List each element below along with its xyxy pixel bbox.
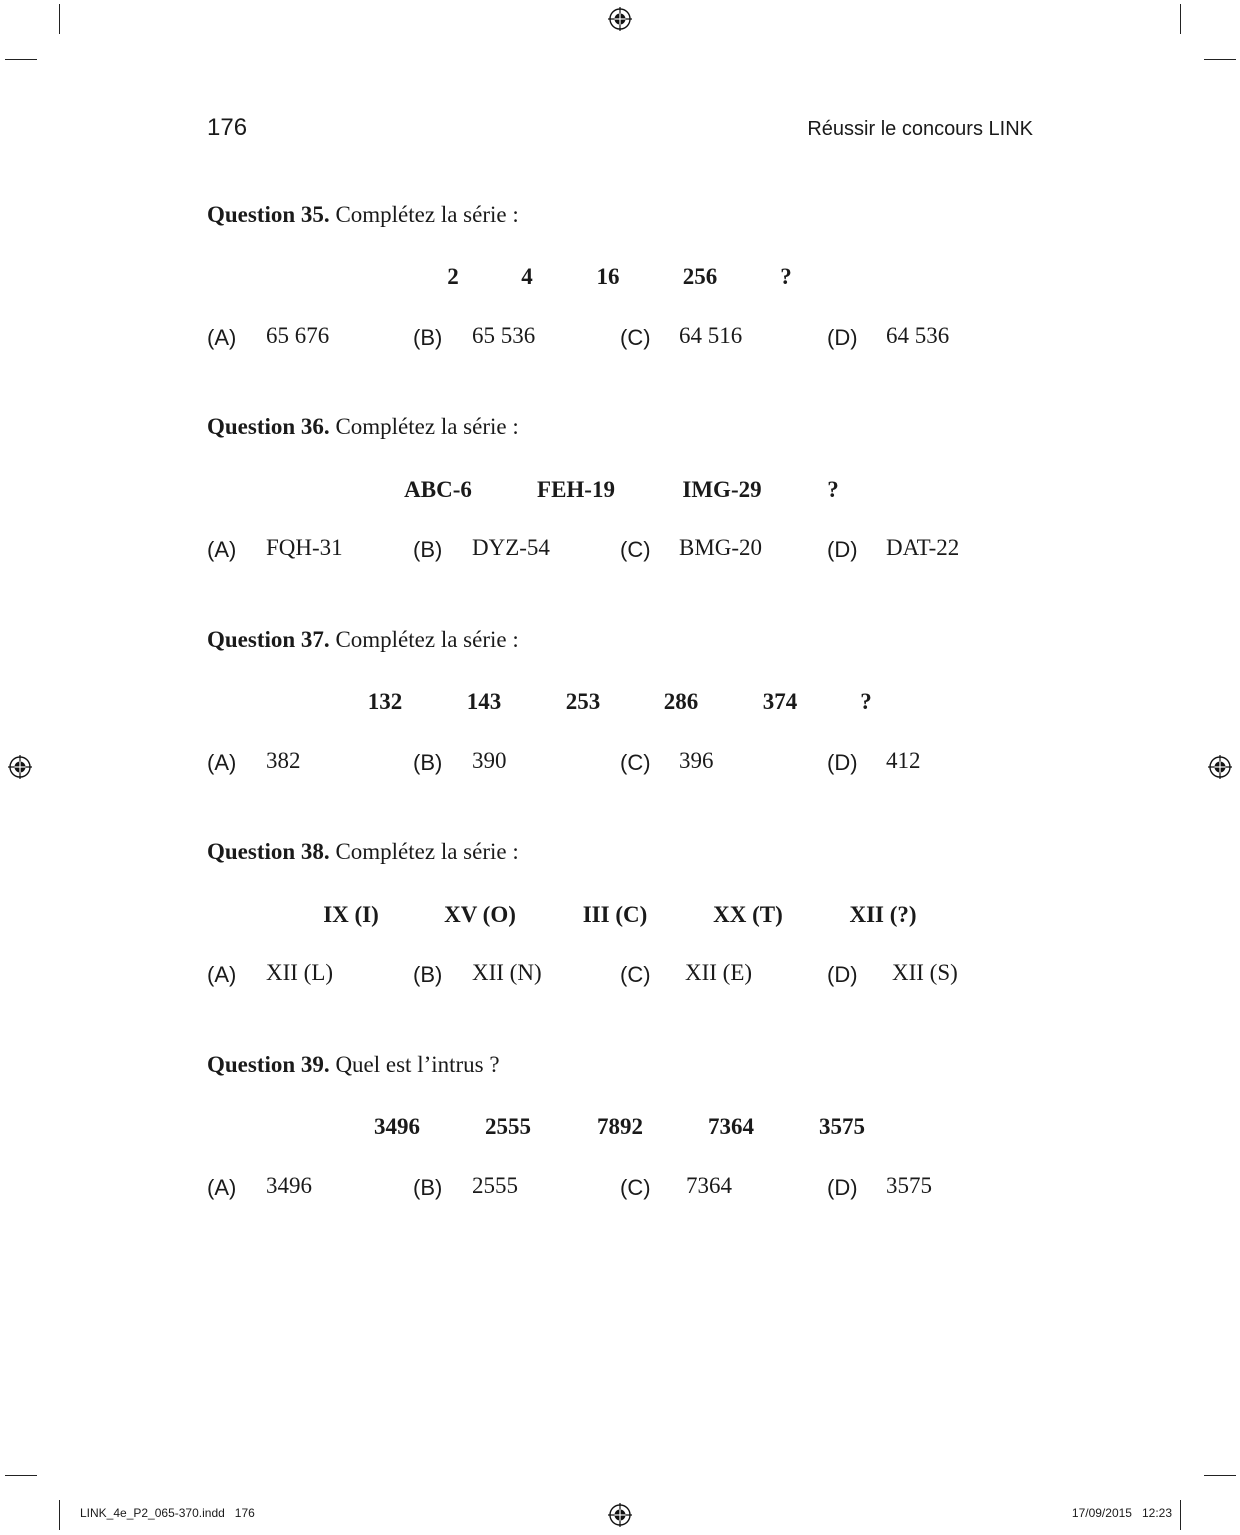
question-prompt: Complétez la série : (335, 839, 519, 864)
crop-mark-top-right (1180, 4, 1181, 34)
option-value-d: 412 (886, 748, 921, 773)
option-value-a: FQH-31 (266, 535, 343, 560)
sequence-term: III (C) (582, 902, 648, 927)
sequence-term: 374 (762, 689, 798, 714)
page-number: 176 (207, 114, 248, 141)
sequence-term: 4 (521, 264, 533, 289)
option-letter-b: (B) (413, 962, 443, 987)
option-letter-c: (C) (620, 962, 651, 987)
option-value-a: XII (L) (266, 960, 334, 985)
option-value-b: 2555 (472, 1173, 518, 1198)
registration-mark-icon (1208, 755, 1232, 779)
sequence-term: ? (780, 264, 792, 289)
option-letter-d: (D) (827, 537, 858, 562)
registration-mark-icon (608, 1503, 632, 1527)
sequence-term: FEH-19 (537, 477, 615, 502)
option-value-d: XII (S) (892, 960, 958, 985)
option-value-a: 382 (266, 748, 301, 773)
registration-mark-icon (608, 7, 632, 31)
question-prompt: Complétez la série : (335, 202, 519, 227)
registration-mark-icon (8, 755, 32, 779)
option-letter-d: (D) (827, 1175, 858, 1200)
sequence-term: IX (I) (323, 902, 379, 927)
option-value-c: XII (E) (685, 960, 753, 985)
question-35-title (207, 202, 519, 228)
option-letter-c: (C) (620, 325, 651, 350)
option-value-d: 64 536 (886, 323, 950, 348)
option-value-b: 65 536 (472, 323, 536, 348)
option-letter-a: (A) (207, 1175, 237, 1200)
sequence-term: 2 (447, 264, 459, 289)
sequence-term: 3575 (819, 1114, 865, 1139)
option-letter-a: (A) (207, 962, 237, 987)
option-value-c: 64 516 (679, 323, 743, 348)
sequence-term: IMG-29 (682, 477, 762, 502)
option-value-b: XII (N) (472, 960, 542, 985)
footer-timestamp: 17/09/2015 12:23 (1071, 1506, 1172, 1520)
question-37-title (207, 627, 519, 653)
option-value-b: 390 (472, 748, 507, 773)
crop-mark-right-top (1204, 59, 1236, 60)
option-letter-a: (A) (207, 750, 237, 775)
sequence-term: XII (?) (849, 902, 917, 927)
question-label: Question 36. (207, 414, 330, 439)
question-prompt: Complétez la série : (335, 627, 519, 652)
sequence-term: 7892 (597, 1114, 643, 1139)
sequence-term: 253 (565, 689, 601, 714)
option-letter-a: (A) (207, 537, 237, 562)
sequence-term: 143 (466, 689, 502, 714)
option-value-c: BMG-20 (679, 535, 763, 560)
sequence-term: 132 (367, 689, 403, 714)
option-letter-b: (B) (413, 1175, 443, 1200)
question-39-title (207, 1052, 500, 1078)
question-label: Question 37. (207, 627, 330, 652)
question-36-title (207, 414, 519, 440)
option-letter-c: (C) (620, 537, 651, 562)
crop-mark-bottom-right (1180, 1500, 1181, 1530)
crop-mark-right-bottom (1204, 1475, 1236, 1476)
crop-mark-bottom-left (59, 1500, 60, 1530)
option-letter-d: (D) (827, 750, 858, 775)
sequence-term: ? (860, 689, 872, 714)
question-label: Question 38. (207, 839, 330, 864)
sequence-term: 3496 (374, 1114, 420, 1139)
option-letter-b: (B) (413, 537, 443, 562)
crop-mark-left-bottom (5, 1475, 37, 1476)
option-letter-c: (C) (620, 750, 651, 775)
question-label: Question 39. (207, 1052, 330, 1077)
running-title: Réussir le concours LINK (807, 118, 1033, 140)
option-letter-b: (B) (413, 325, 443, 350)
sequence-term: ABC-6 (404, 477, 472, 502)
question-label: Question 35. (207, 202, 330, 227)
sequence-term: XV (O) (444, 902, 516, 927)
option-letter-b: (B) (413, 750, 443, 775)
option-value-c: 7364 (686, 1173, 732, 1198)
sequence-term: 16 (596, 264, 620, 289)
option-value-a: 3496 (266, 1173, 312, 1198)
sequence-term: 286 (663, 689, 699, 714)
option-value-a: 65 676 (266, 323, 330, 348)
question-prompt: Complétez la série : (335, 414, 519, 439)
crop-mark-left-top (5, 59, 37, 60)
footer-file-info: LINK_4e_P2_065-370.indd 176 (80, 1506, 255, 1520)
question-38-title (207, 839, 519, 865)
option-letter-d: (D) (827, 325, 858, 350)
option-value-c: 396 (679, 748, 714, 773)
sequence-term: 256 (682, 264, 718, 289)
sequence-term: ? (827, 477, 839, 502)
question-prompt: Quel est l’intrus ? (335, 1052, 500, 1077)
option-letter-c: (C) (620, 1175, 651, 1200)
sequence-term: 7364 (708, 1114, 754, 1139)
sequence-term: XX (T) (713, 902, 783, 927)
option-value-d: DAT-22 (886, 535, 960, 560)
option-letter-d: (D) (827, 962, 858, 987)
crop-mark-top-left (59, 4, 60, 34)
option-value-b: DYZ-54 (472, 535, 550, 560)
option-value-d: 3575 (886, 1173, 932, 1198)
option-letter-a: (A) (207, 325, 237, 350)
sequence-term: 2555 (485, 1114, 531, 1139)
